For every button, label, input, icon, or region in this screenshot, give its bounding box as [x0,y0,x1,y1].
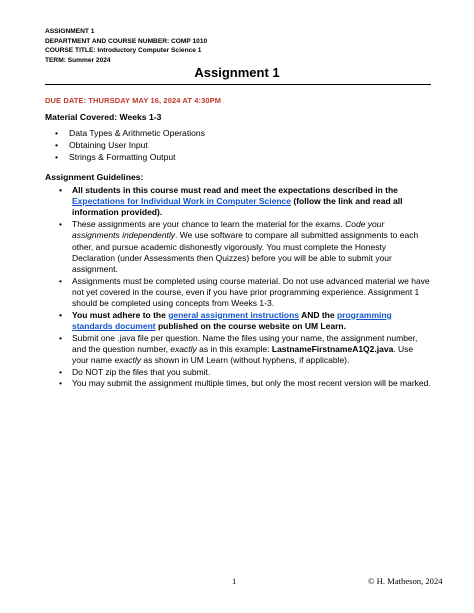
guideline-text: (follow the link and read all information provided). [72,196,403,218]
general-instructions-link[interactable]: general assignment instructions [168,309,300,320]
list-item: • Obtaining User Input [55,139,205,151]
due-date: DUE DATE: THURSDAY MAY 16, 2024 AT 4:30PM [45,96,222,105]
guideline-text: Submit one .java file per question. Name the files using your name, the assignment number, and the question number, [72,332,418,354]
guideline-emphasis: Code your assignments independently [72,219,385,241]
list-item: • Strings & Formatting Output [55,151,205,163]
guidelines-list [59,185,431,390]
example-filename: LastnameFirstnameA1Q2.java [271,343,394,354]
title-divider [45,84,431,85]
guideline-text: AND the [299,309,337,320]
guideline-text: You must adhere to the [72,309,169,320]
page-title: Assignment 1 [194,65,280,80]
guideline-expectations [59,185,431,219]
header-assignment: ASSIGNMENT 1 [45,28,95,35]
guideline-text: . We use software to compare all submitted assignments to each other, and pursue academic dishonestly vigorously. You must complete the Honesty Declaration (under Assessments then Quizzes) before you will be able to submit your assignment. [72,230,419,274]
guidelines-heading: Assignment Guidelines: [45,172,144,182]
material-heading: Material Covered: Weeks 1-3 [45,112,162,122]
guideline-text: . Use your name [72,343,414,366]
header-term: TERM: Summer 2024 [45,56,111,64]
header-department: DEPARTMENT AND COURSE NUMBER: COMP 1010 [45,37,208,45]
document-header [45,27,207,65]
page-number: 1 [232,576,237,586]
guideline-standards [59,310,431,332]
guideline-emphasis: exactly [170,343,197,354]
guideline-text: published on the course website on UM Learn. [155,320,346,331]
list-item: • Data Types & Arithmetic Operations [55,127,205,139]
copyright: © H. Matheson, 2024 [368,576,443,586]
guideline-no-zip: • Do NOT zip the files that you submit. [59,367,431,378]
header-course-title: COURSE TITLE: Introductory Computer Science 1 [45,47,202,55]
expectations-link[interactable]: Expectations for Individual Work in Computer Science [72,196,291,207]
guideline-text: All students in this course must read and meet the expectations described in the [72,185,398,195]
guideline-course-material: • Assignments must be completed using course material. Do not use advanced material we have not yet covered in the course, even if you have prior programming experience. Assignment 1 should be completed using concepts from Weeks 1-3. [59,276,431,310]
guideline-text: as shown in UM Learn (without hyphens, if applicable). [141,355,350,366]
guideline-emphasis: exactly [114,355,141,366]
material-list [55,127,205,164]
guideline-independent-work [59,219,431,275]
guideline-resubmit: • You may submit the assignment multiple times, but only the most recent version will be marked. [59,378,431,389]
guideline-file-naming [59,333,431,367]
programming-standards-link[interactable]: programming standards document [72,309,392,331]
guideline-text: These assignments are your chance to learn the material for the exams. [72,219,346,230]
guideline-text: as in this example: [196,343,272,354]
